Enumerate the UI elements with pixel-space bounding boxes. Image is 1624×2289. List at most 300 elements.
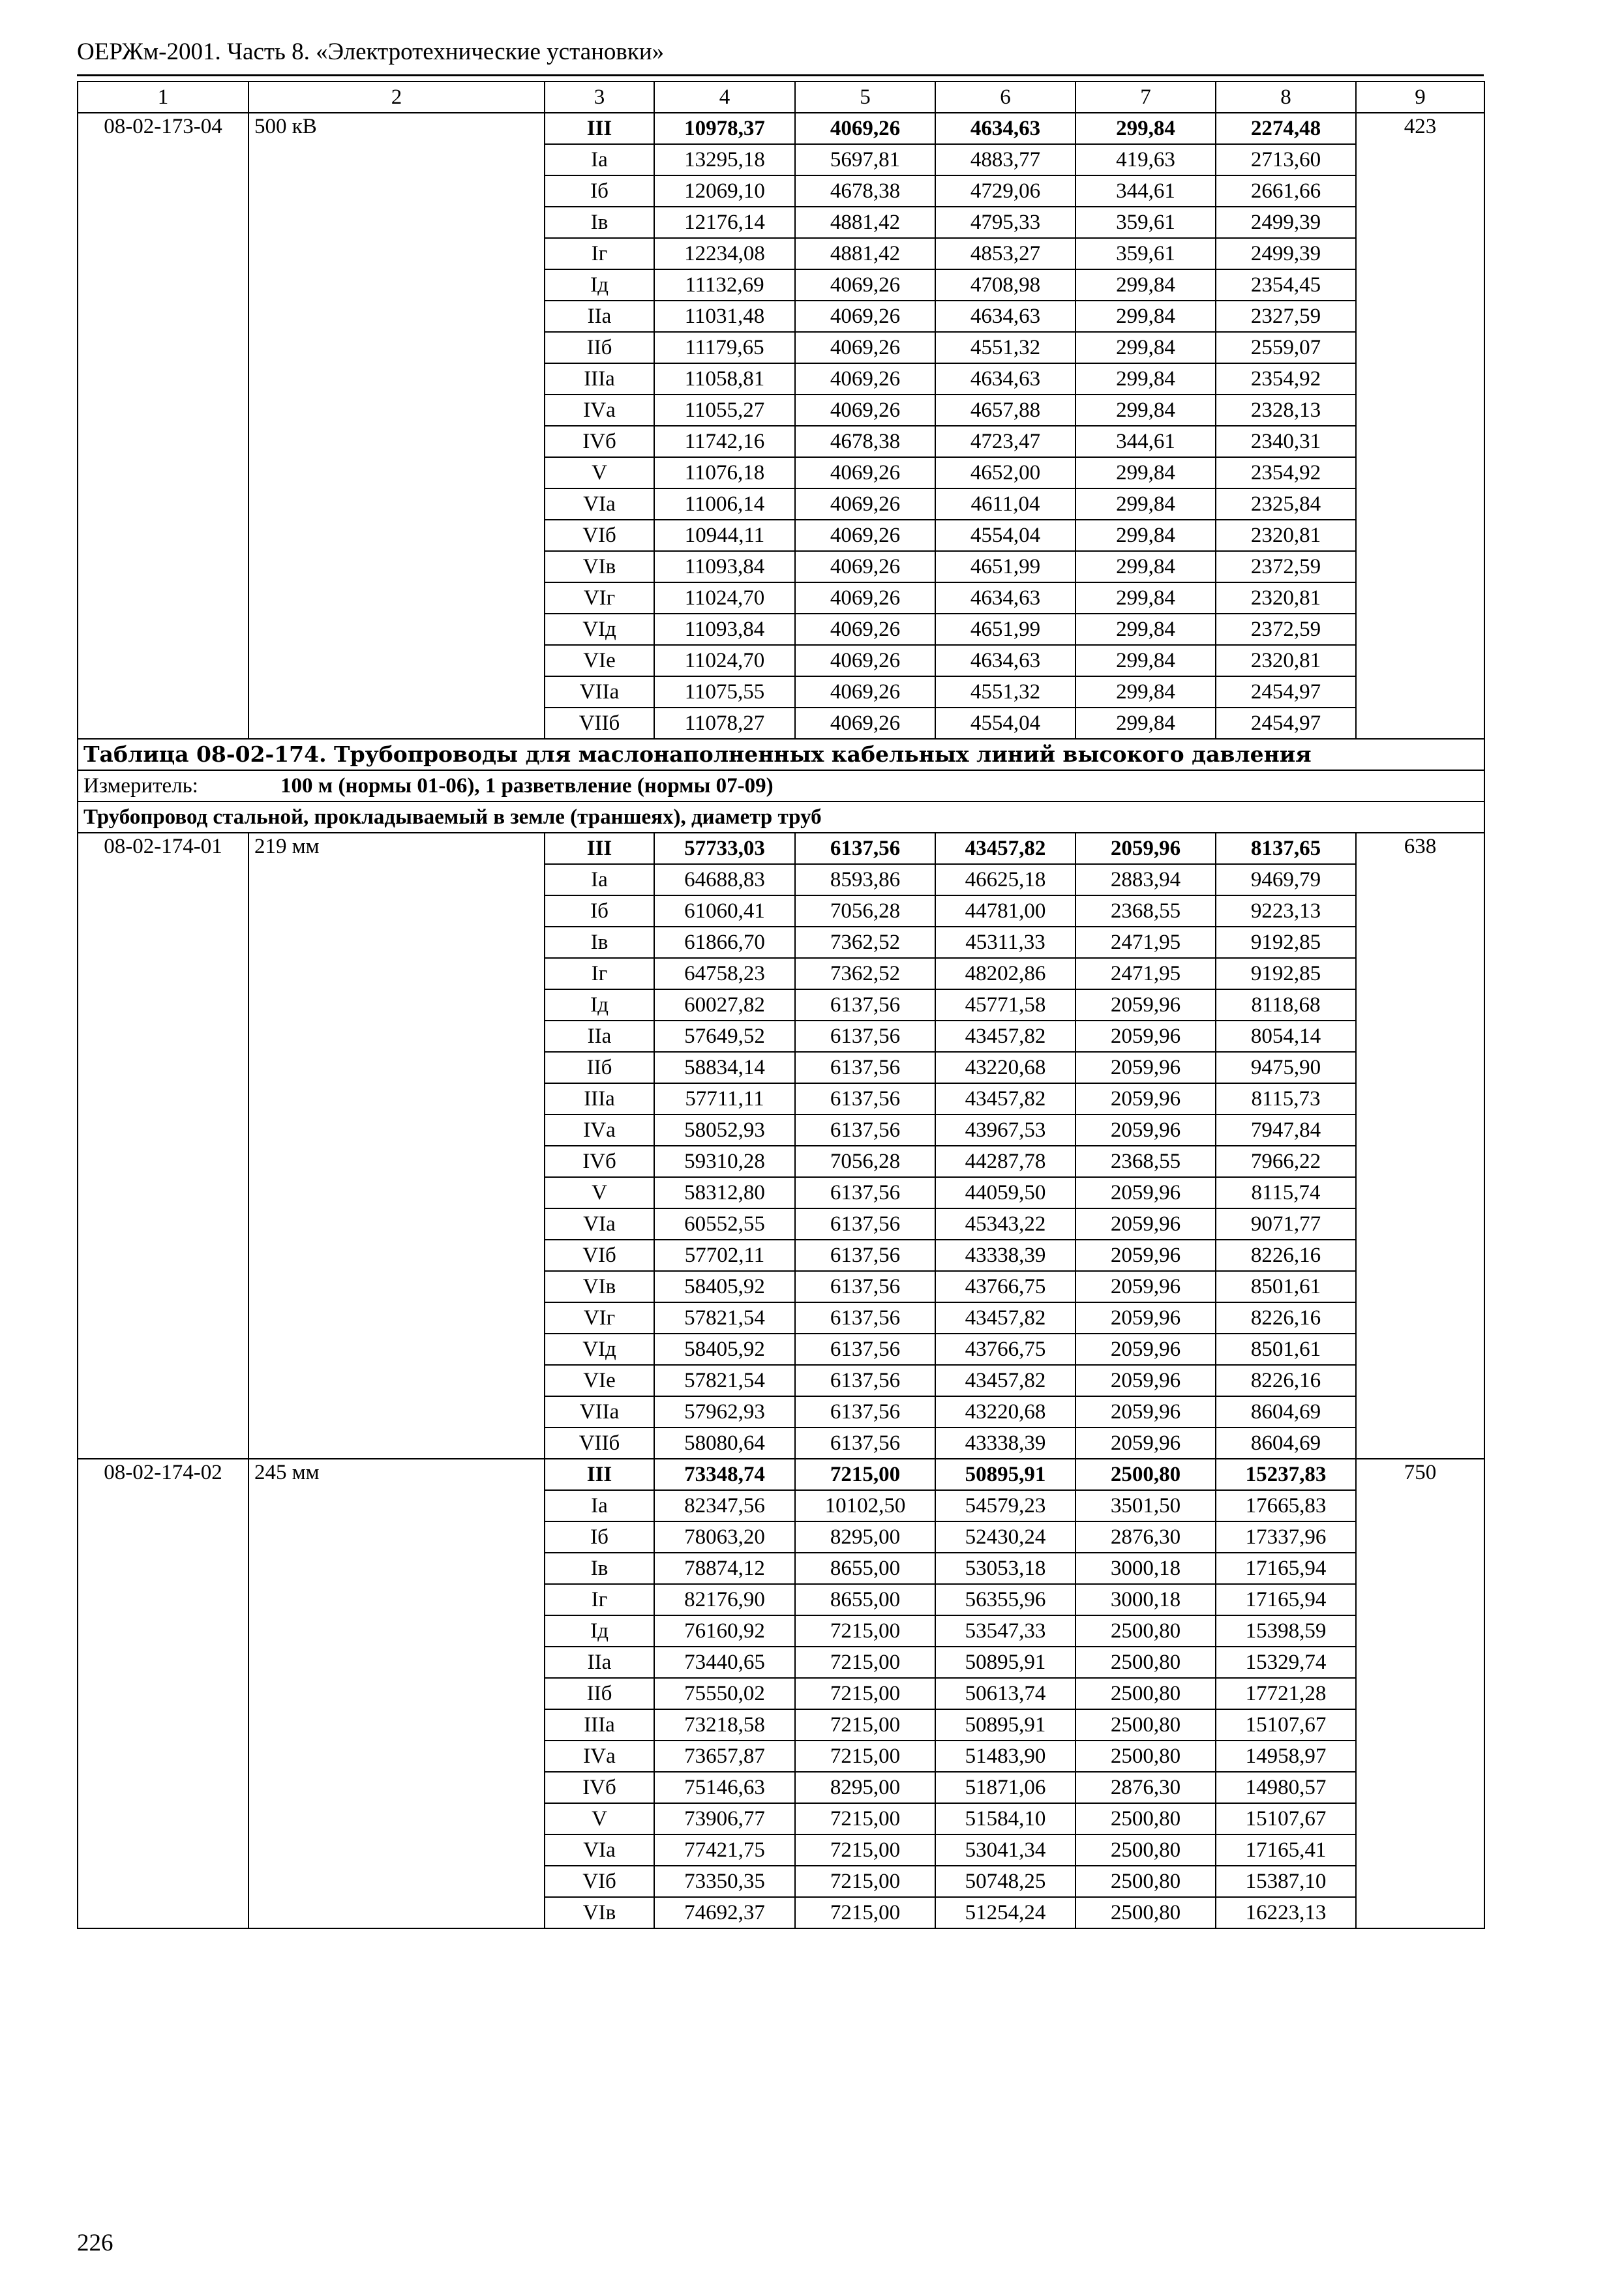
zone-cell: VIIа <box>545 676 654 708</box>
machinists-wages-cell: 2059,96 <box>1075 1208 1216 1240</box>
total-cost-cell: 77421,75 <box>654 1834 795 1866</box>
total-cost-cell: 82347,56 <box>654 1490 795 1521</box>
machinists-wages-cell: 2059,96 <box>1075 1365 1216 1396</box>
materials-cell: 9475,90 <box>1216 1052 1356 1083</box>
machines-cell: 4883,77 <box>935 144 1075 175</box>
total-cost-cell: 11058,81 <box>654 363 795 395</box>
materials-cell: 8501,61 <box>1216 1271 1356 1302</box>
machines-cell: 4651,99 <box>935 551 1075 582</box>
zone-cell: Iб <box>545 895 654 927</box>
zone-cell: Iв <box>545 927 654 958</box>
wages-cell: 8295,00 <box>795 1772 935 1803</box>
wages-cell: 7215,00 <box>795 1834 935 1866</box>
machinists-wages-cell: 2471,95 <box>1075 958 1216 989</box>
total-cost-cell: 11031,48 <box>654 301 795 332</box>
machines-cell: 50895,91 <box>935 1459 1075 1490</box>
materials-cell: 17165,94 <box>1216 1584 1356 1615</box>
materials-cell: 8118,68 <box>1216 989 1356 1021</box>
wages-cell: 4069,26 <box>795 457 935 488</box>
zone-cell: V <box>545 1177 654 1208</box>
total-cost-cell: 58080,64 <box>654 1428 795 1459</box>
machines-cell: 50895,91 <box>935 1709 1075 1741</box>
machines-cell: 4551,32 <box>935 676 1075 708</box>
machinists-wages-cell: 3501,50 <box>1075 1490 1216 1521</box>
materials-cell: 15329,74 <box>1216 1647 1356 1678</box>
zone-cell: VIе <box>545 1365 654 1396</box>
machinists-wages-cell: 2500,80 <box>1075 1647 1216 1678</box>
materials-cell: 9223,13 <box>1216 895 1356 927</box>
table-row <box>78 1459 1484 1490</box>
wages-cell: 5697,81 <box>795 144 935 175</box>
materials-cell: 2372,59 <box>1216 551 1356 582</box>
machinists-wages-cell: 2500,80 <box>1075 1897 1216 1928</box>
wages-cell: 4069,26 <box>795 582 935 614</box>
machines-cell: 46625,18 <box>935 864 1075 895</box>
materials-cell: 15107,67 <box>1216 1803 1356 1834</box>
machinists-wages-cell: 344,61 <box>1075 426 1216 457</box>
materials-cell: 7966,22 <box>1216 1146 1356 1177</box>
machinists-wages-cell: 299,84 <box>1075 582 1216 614</box>
machinists-wages-cell: 419,63 <box>1075 144 1216 175</box>
machinists-wages-cell: 299,84 <box>1075 488 1216 520</box>
materials-cell: 17665,83 <box>1216 1490 1356 1521</box>
machines-cell: 43457,82 <box>935 1021 1075 1052</box>
wages-cell: 4069,26 <box>795 395 935 426</box>
machinists-wages-cell: 299,84 <box>1075 395 1216 426</box>
machines-cell: 53547,33 <box>935 1615 1075 1647</box>
machinists-wages-cell: 2876,30 <box>1075 1772 1216 1803</box>
zone-cell: IVа <box>545 1115 654 1146</box>
machines-cell: 50613,74 <box>935 1678 1075 1709</box>
total-cost-cell: 74692,37 <box>654 1897 795 1928</box>
total-cost-cell: 58405,92 <box>654 1271 795 1302</box>
zone-cell: VIб <box>545 520 654 551</box>
header-divider <box>77 74 1484 76</box>
machinists-wages-cell: 2500,80 <box>1075 1678 1216 1709</box>
zone-cell: Iб <box>545 175 654 207</box>
zone-cell: VIа <box>545 488 654 520</box>
machinists-wages-cell: 2500,80 <box>1075 1709 1216 1741</box>
machines-cell: 52430,24 <box>935 1521 1075 1553</box>
machines-cell: 43338,39 <box>935 1240 1075 1271</box>
machinists-wages-cell: 299,84 <box>1075 457 1216 488</box>
machinists-wages-cell: 359,61 <box>1075 207 1216 238</box>
zone-cell: III <box>545 1459 654 1490</box>
total-cost-cell: 11078,27 <box>654 708 795 739</box>
materials-cell: 2320,81 <box>1216 582 1356 614</box>
materials-cell: 7947,84 <box>1216 1115 1356 1146</box>
machinists-wages-cell: 2059,96 <box>1075 1302 1216 1334</box>
total-cost-cell: 11075,55 <box>654 676 795 708</box>
materials-cell: 14958,97 <box>1216 1741 1356 1772</box>
machines-cell: 43457,82 <box>935 1083 1075 1115</box>
wages-cell: 10102,50 <box>795 1490 935 1521</box>
meter-cell <box>78 770 1484 801</box>
total-cost-cell: 75550,02 <box>654 1678 795 1709</box>
wages-cell: 6137,56 <box>795 1271 935 1302</box>
zone-cell: VIIб <box>545 708 654 739</box>
materials-cell: 9071,77 <box>1216 1208 1356 1240</box>
machinists-wages-cell: 2368,55 <box>1075 1146 1216 1177</box>
machinists-wages-cell: 3000,18 <box>1075 1553 1216 1584</box>
machinists-wages-cell: 299,84 <box>1075 551 1216 582</box>
wages-cell: 7056,28 <box>795 895 935 927</box>
column-number: 8 <box>1216 82 1356 113</box>
wages-cell: 7362,52 <box>795 958 935 989</box>
machines-cell: 43457,82 <box>935 1302 1075 1334</box>
total-cost-cell: 58052,93 <box>654 1115 795 1146</box>
materials-cell: 16223,13 <box>1216 1897 1356 1928</box>
total-cost-cell: 60552,55 <box>654 1208 795 1240</box>
zone-cell: Iг <box>545 1584 654 1615</box>
total-cost-cell: 73350,35 <box>654 1866 795 1897</box>
materials-cell: 14980,57 <box>1216 1772 1356 1803</box>
machines-cell: 44781,00 <box>935 895 1075 927</box>
total-cost-cell: 58312,80 <box>654 1177 795 1208</box>
materials-cell: 2354,92 <box>1216 457 1356 488</box>
zone-cell: Iв <box>545 1553 654 1584</box>
materials-cell: 2325,84 <box>1216 488 1356 520</box>
machinists-wages-cell: 2500,80 <box>1075 1834 1216 1866</box>
machines-cell: 43220,68 <box>935 1052 1075 1083</box>
materials-cell: 8115,74 <box>1216 1177 1356 1208</box>
materials-cell: 8054,14 <box>1216 1021 1356 1052</box>
wages-cell: 8295,00 <box>795 1521 935 1553</box>
machines-cell: 54579,23 <box>935 1490 1075 1521</box>
machinists-wages-cell: 2500,80 <box>1075 1615 1216 1647</box>
machines-cell: 43766,75 <box>935 1271 1075 1302</box>
machines-cell: 45343,22 <box>935 1208 1075 1240</box>
machinists-wages-cell: 344,61 <box>1075 175 1216 207</box>
total-cost-cell: 78874,12 <box>654 1553 795 1584</box>
wages-cell: 6137,56 <box>795 1302 935 1334</box>
zone-cell: VIг <box>545 1302 654 1334</box>
materials-cell: 2713,60 <box>1216 144 1356 175</box>
wages-cell: 4069,26 <box>795 676 935 708</box>
total-cost-cell: 59310,28 <box>654 1146 795 1177</box>
total-cost-cell: 11093,84 <box>654 614 795 645</box>
machines-cell: 53041,34 <box>935 1834 1075 1866</box>
zone-cell: VIг <box>545 582 654 614</box>
wages-cell: 6137,56 <box>795 1396 935 1428</box>
total-cost-cell: 61060,41 <box>654 895 795 927</box>
column-9-cell: 750 <box>1356 1459 1484 1928</box>
machines-cell: 4708,98 <box>935 269 1075 301</box>
total-cost-cell: 57962,93 <box>654 1396 795 1428</box>
total-cost-cell: 11093,84 <box>654 551 795 582</box>
materials-cell: 8604,69 <box>1216 1396 1356 1428</box>
zone-cell: IIа <box>545 1647 654 1678</box>
materials-cell: 17165,41 <box>1216 1834 1356 1866</box>
zone-cell: IVб <box>545 1772 654 1803</box>
machines-cell: 4634,63 <box>935 363 1075 395</box>
materials-cell: 2327,59 <box>1216 301 1356 332</box>
machinists-wages-cell: 2471,95 <box>1075 927 1216 958</box>
column-number: 2 <box>248 82 545 113</box>
materials-cell: 8115,73 <box>1216 1083 1356 1115</box>
machinists-wages-cell: 299,84 <box>1075 708 1216 739</box>
rate-name-cell: 500 кВ <box>248 113 545 739</box>
page-number: 226 <box>77 2230 113 2256</box>
zone-cell: Iа <box>545 1490 654 1521</box>
total-cost-cell: 11742,16 <box>654 426 795 457</box>
machinists-wages-cell: 2059,96 <box>1075 1240 1216 1271</box>
zone-cell: V <box>545 1803 654 1834</box>
materials-cell: 2499,39 <box>1216 238 1356 269</box>
wages-cell: 4069,26 <box>795 614 935 645</box>
zone-cell: Iг <box>545 958 654 989</box>
materials-cell: 2499,39 <box>1216 207 1356 238</box>
materials-cell: 2372,59 <box>1216 614 1356 645</box>
wages-cell: 7215,00 <box>795 1459 935 1490</box>
total-cost-cell: 73657,87 <box>654 1741 795 1772</box>
machinists-wages-cell: 2500,80 <box>1075 1459 1216 1490</box>
materials-cell: 2454,97 <box>1216 708 1356 739</box>
machines-cell: 50748,25 <box>935 1866 1075 1897</box>
table-title: Таблица 08-02-174. Трубопроводы для маслонаполненных кабельных линий высокого давления <box>78 739 1484 770</box>
wages-cell: 4678,38 <box>795 175 935 207</box>
zone-cell: IIб <box>545 1052 654 1083</box>
machines-cell: 45771,58 <box>935 989 1075 1021</box>
wages-cell: 4069,26 <box>795 113 935 144</box>
machines-cell: 4657,88 <box>935 395 1075 426</box>
wages-cell: 7215,00 <box>795 1897 935 1928</box>
total-cost-cell: 73440,65 <box>654 1647 795 1678</box>
zone-cell: VIв <box>545 1897 654 1928</box>
zone-cell: VIа <box>545 1834 654 1866</box>
total-cost-cell: 82176,90 <box>654 1584 795 1615</box>
machines-cell: 51483,90 <box>935 1741 1075 1772</box>
wages-cell: 4069,26 <box>795 363 935 395</box>
total-cost-cell: 12069,10 <box>654 175 795 207</box>
column-number: 9 <box>1356 82 1484 113</box>
zone-cell: Iа <box>545 144 654 175</box>
total-cost-cell: 75146,63 <box>654 1772 795 1803</box>
materials-cell: 15107,67 <box>1216 1709 1356 1741</box>
wages-cell: 6137,56 <box>795 1334 935 1365</box>
zone-cell: IIб <box>545 1678 654 1709</box>
zone-cell: IIIа <box>545 363 654 395</box>
zone-cell: Iа <box>545 864 654 895</box>
wages-cell: 4069,26 <box>795 269 935 301</box>
total-cost-cell: 57821,54 <box>654 1302 795 1334</box>
materials-cell: 2559,07 <box>1216 332 1356 363</box>
wages-cell: 7056,28 <box>795 1146 935 1177</box>
section-title: Трубопровод стальной, прокладываемый в земле (траншеях), диаметр труб <box>78 801 1484 833</box>
materials-cell: 8226,16 <box>1216 1302 1356 1334</box>
wages-cell: 7215,00 <box>795 1615 935 1647</box>
materials-cell: 2274,48 <box>1216 113 1356 144</box>
zone-cell: VIд <box>545 614 654 645</box>
total-cost-cell: 73218,58 <box>654 1709 795 1741</box>
wages-cell: 6137,56 <box>795 1115 935 1146</box>
rate-code-cell: 08-02-174-01 <box>78 833 248 1459</box>
materials-cell: 17165,94 <box>1216 1553 1356 1584</box>
machines-cell: 4652,00 <box>935 457 1075 488</box>
wages-cell: 7362,52 <box>795 927 935 958</box>
total-cost-cell: 13295,18 <box>654 144 795 175</box>
wages-cell: 6137,56 <box>795 1052 935 1083</box>
wages-cell: 6137,56 <box>795 833 935 864</box>
machines-cell: 4554,04 <box>935 708 1075 739</box>
rates-table <box>77 81 1485 1929</box>
table-row <box>78 113 1484 144</box>
machinists-wages-cell: 2059,96 <box>1075 989 1216 1021</box>
machines-cell: 4551,32 <box>935 332 1075 363</box>
materials-cell: 8226,16 <box>1216 1240 1356 1271</box>
materials-cell: 8137,65 <box>1216 833 1356 864</box>
machinists-wages-cell: 2059,96 <box>1075 1021 1216 1052</box>
column-number-row <box>78 82 1484 113</box>
machines-cell: 4634,63 <box>935 301 1075 332</box>
section-row <box>78 801 1484 833</box>
machines-cell: 51254,24 <box>935 1897 1075 1928</box>
total-cost-cell: 73348,74 <box>654 1459 795 1490</box>
materials-cell: 9192,85 <box>1216 958 1356 989</box>
machines-cell: 43338,39 <box>935 1428 1075 1459</box>
machines-cell: 50895,91 <box>935 1647 1075 1678</box>
wages-cell: 6137,56 <box>795 1365 935 1396</box>
machines-cell: 44287,78 <box>935 1146 1075 1177</box>
meter-label: Измеритель: <box>83 774 198 798</box>
machinists-wages-cell: 2059,96 <box>1075 1052 1216 1083</box>
wages-cell: 6137,56 <box>795 1177 935 1208</box>
wages-cell: 8593,86 <box>795 864 935 895</box>
total-cost-cell: 12234,08 <box>654 238 795 269</box>
total-cost-cell: 57733,03 <box>654 833 795 864</box>
page-header-title: ОЕРЖм-2001. Часть 8. «Электротехнические установки» <box>77 38 665 65</box>
machines-cell: 4651,99 <box>935 614 1075 645</box>
machinists-wages-cell: 3000,18 <box>1075 1584 1216 1615</box>
wages-cell: 7215,00 <box>795 1803 935 1834</box>
machinists-wages-cell: 2059,96 <box>1075 1334 1216 1365</box>
zone-cell: VIа <box>545 1208 654 1240</box>
meter-value: 100 м (нормы 01-06), 1 разветвление (нормы 07-09) <box>280 774 774 798</box>
machinists-wages-cell: 2059,96 <box>1075 1428 1216 1459</box>
total-cost-cell: 11179,65 <box>654 332 795 363</box>
machines-cell: 53053,18 <box>935 1553 1075 1584</box>
machinists-wages-cell: 2059,96 <box>1075 1177 1216 1208</box>
zone-cell: V <box>545 457 654 488</box>
column-number: 7 <box>1075 82 1216 113</box>
materials-cell: 2454,97 <box>1216 676 1356 708</box>
machinists-wages-cell: 2368,55 <box>1075 895 1216 927</box>
wages-cell: 4069,26 <box>795 551 935 582</box>
zone-cell: VIе <box>545 645 654 676</box>
zone-cell: Iг <box>545 238 654 269</box>
zone-cell: III <box>545 833 654 864</box>
machines-cell: 43766,75 <box>935 1334 1075 1365</box>
zone-cell: IVа <box>545 395 654 426</box>
machinists-wages-cell: 2059,96 <box>1075 1396 1216 1428</box>
total-cost-cell: 11006,14 <box>654 488 795 520</box>
zone-cell: IIIа <box>545 1083 654 1115</box>
machines-cell: 4723,47 <box>935 426 1075 457</box>
wages-cell: 6137,56 <box>795 1240 935 1271</box>
wages-cell: 7215,00 <box>795 1741 935 1772</box>
machinists-wages-cell: 2059,96 <box>1075 1271 1216 1302</box>
zone-cell: IVб <box>545 1146 654 1177</box>
materials-cell: 9192,85 <box>1216 927 1356 958</box>
machinists-wages-cell: 299,84 <box>1075 645 1216 676</box>
wages-cell: 8655,00 <box>795 1553 935 1584</box>
total-cost-cell: 57702,11 <box>654 1240 795 1271</box>
machines-cell: 4729,06 <box>935 175 1075 207</box>
rate-code-cell: 08-02-174-02 <box>78 1459 248 1928</box>
materials-cell: 15398,59 <box>1216 1615 1356 1647</box>
wages-cell: 6137,56 <box>795 1428 935 1459</box>
machines-cell: 43220,68 <box>935 1396 1075 1428</box>
materials-cell: 9469,79 <box>1216 864 1356 895</box>
materials-cell: 15237,83 <box>1216 1459 1356 1490</box>
zone-cell: Iд <box>545 1615 654 1647</box>
total-cost-cell: 60027,82 <box>654 989 795 1021</box>
zone-cell: VIв <box>545 551 654 582</box>
machinists-wages-cell: 299,84 <box>1075 301 1216 332</box>
machines-cell: 44059,50 <box>935 1177 1075 1208</box>
wages-cell: 4881,42 <box>795 238 935 269</box>
rate-code-cell: 08-02-173-04 <box>78 113 248 739</box>
machinists-wages-cell: 299,84 <box>1075 269 1216 301</box>
machinists-wages-cell: 2059,96 <box>1075 1115 1216 1146</box>
materials-cell: 17721,28 <box>1216 1678 1356 1709</box>
zone-cell: VIIб <box>545 1428 654 1459</box>
column-number: 4 <box>654 82 795 113</box>
wages-cell: 4069,26 <box>795 332 935 363</box>
wages-cell: 4069,26 <box>795 488 935 520</box>
machines-cell: 4853,27 <box>935 238 1075 269</box>
total-cost-cell: 11132,69 <box>654 269 795 301</box>
column-9-cell: 423 <box>1356 113 1484 739</box>
materials-cell: 8226,16 <box>1216 1365 1356 1396</box>
machinists-wages-cell: 2876,30 <box>1075 1521 1216 1553</box>
materials-cell: 2661,66 <box>1216 175 1356 207</box>
wages-cell: 6137,56 <box>795 1083 935 1115</box>
machinists-wages-cell: 359,61 <box>1075 238 1216 269</box>
materials-cell: 2328,13 <box>1216 395 1356 426</box>
machinists-wages-cell: 2059,96 <box>1075 1083 1216 1115</box>
wages-cell: 4678,38 <box>795 426 935 457</box>
wages-cell: 7215,00 <box>795 1866 935 1897</box>
meter-row <box>78 770 1484 801</box>
machinists-wages-cell: 2500,80 <box>1075 1803 1216 1834</box>
wages-cell: 7215,00 <box>795 1647 935 1678</box>
column-number: 5 <box>795 82 935 113</box>
wages-cell: 4881,42 <box>795 207 935 238</box>
machinists-wages-cell: 299,84 <box>1075 676 1216 708</box>
machinists-wages-cell: 299,84 <box>1075 113 1216 144</box>
materials-cell: 8501,61 <box>1216 1334 1356 1365</box>
zone-cell: Iб <box>545 1521 654 1553</box>
materials-cell: 2354,92 <box>1216 363 1356 395</box>
zone-cell: IIIа <box>545 1709 654 1741</box>
total-cost-cell: 64688,83 <box>654 864 795 895</box>
materials-cell: 2340,31 <box>1216 426 1356 457</box>
total-cost-cell: 57649,52 <box>654 1021 795 1052</box>
zone-cell: IIб <box>545 332 654 363</box>
machines-cell: 4611,04 <box>935 488 1075 520</box>
zone-cell: Iд <box>545 989 654 1021</box>
materials-cell: 17337,96 <box>1216 1521 1356 1553</box>
total-cost-cell: 57711,11 <box>654 1083 795 1115</box>
column-9-cell: 638 <box>1356 833 1484 1459</box>
materials-cell: 2354,45 <box>1216 269 1356 301</box>
zone-cell: IIа <box>545 301 654 332</box>
machines-cell: 4634,63 <box>935 113 1075 144</box>
machinists-wages-cell: 299,84 <box>1075 332 1216 363</box>
wages-cell: 6137,56 <box>795 989 935 1021</box>
total-cost-cell: 11076,18 <box>654 457 795 488</box>
